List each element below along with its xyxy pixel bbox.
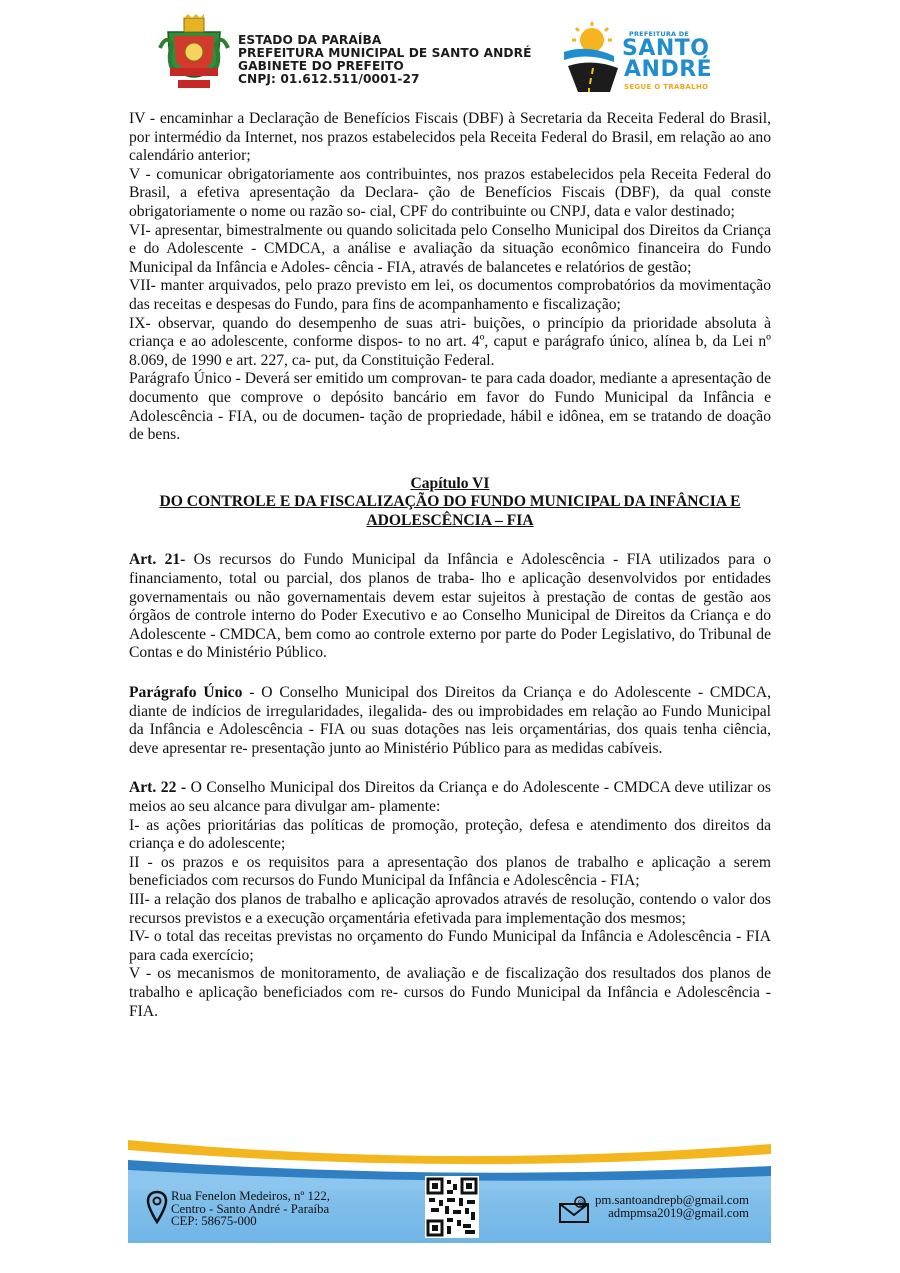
item-i: I- as ações prioritárias das políticas de promoção, proteção, defesa e atendimento dos direitos da criança e do adolescente; [129, 816, 771, 853]
svg-text:@: @ [577, 1199, 585, 1207]
paragraph-ix: IX- observar, quando do desempenho de suas atri- buições, o princípio da prioridade absoluta à criança e ao adolescente, conforme dispos- to no art. 4º, caput e parágrafo único, alínea b, da Lei nº 8.069, de 1990 e art. 227, ca- put, da Constituição Federal. [129, 314, 771, 369]
paragrafo-unico-label: Parágrafo Único [129, 684, 243, 702]
item-ii: II - os prazos e os requisitos para a apresentação dos planos de trabalho e aplicação a serem beneficiados com recursos do Fundo Municipal da Infância e Adolescência - FIA; [129, 853, 771, 890]
article-22-label: Art. 22 - [129, 779, 187, 797]
item-iv: IV- o total das receitas previstas no orçamento do Fundo Municipal da Infância e Adolescência - FIA para cada exercício; [129, 928, 771, 964]
email-address-1[interactable]: pm.santoandrepb@gmail.com [595, 1193, 749, 1207]
logo-city-line2: ANDRÉ [624, 57, 713, 82]
city-logo [558, 22, 718, 97]
address-street: Rua Fenelon Medeiros, nº 122, [171, 1189, 330, 1203]
city-hall-name: PREFEITURA MUNICIPAL DE SANTO ANDRÉ [238, 46, 532, 60]
article-21 [129, 551, 771, 663]
paragrafo-unico [129, 684, 771, 758]
paragraph-vi: VI- apresentar, bimestralmente ou quando solicitada pelo Conselho Municipal dos Direitos da Criança e do Adolescente - CMDCA, a análise e avaliação da situação econômico financeira do Fundo Municipal da Infância e Adoles- cência - FIA, através de balancetes e relatórios de gestão; [129, 221, 771, 276]
article-22-text: O Conselho Municipal dos Direitos da Criança e do Adolescente - CMDCA deve utilizar os meios ao seu alcance para divulgar am- plamente: [129, 779, 772, 815]
state-name: ESTADO DA PARAÍBA [238, 33, 382, 47]
address-block [171, 1190, 330, 1228]
cnpj: CNPJ: 01.612.511/0001-27 [238, 72, 420, 86]
office-name: GABINETE DO PREFEITO [238, 59, 404, 73]
qr-code-icon[interactable] [425, 1176, 479, 1238]
location-pin-icon [146, 1190, 168, 1224]
page-footer [128, 1140, 771, 1243]
paragraph-vii: VII- manter arquivados, pelo prazo previsto em lei, os documentos comprobatórios da movimentação das receitas e despesas do Fundo, para fins de acompanhamento e fiscalização; [129, 277, 771, 313]
logo-slogan: SEGUE O TRABALHO [624, 83, 709, 91]
article-21-label: Art. 21- [129, 551, 186, 569]
coat-of-arms-icon [158, 14, 230, 94]
logo-prefix: PREFEITURA DE [629, 30, 689, 38]
logo-city-line1: SANTO [622, 36, 710, 61]
sun-road-logo-icon [558, 22, 624, 94]
article-21-text: Os recursos do Fundo Municipal da Infância e Adolescência - FIA utilizados para o financiamento, total ou parcial, dos planos de traba- lho e aplicação desenvolvidos por entidades governamentais ou não governamentais devem estar sujeitos à prestação de contas de gestão aos órgãos de controle interno do Poder Executivo e ao Conselho Municipal de Direitos da Criança e do Adolescente - CMDCA, bem como ao controle externo por parte do Poder Legislativo, do Tribunal de Contas e do Ministério Público. [129, 551, 771, 662]
paragraph-single: Parágrafo Único - Deverá ser emitido um comprovan- te para cada doador, mediante a apresentação de documento que comprove o depósito bancário em favor do Fundo Municipal da Infância e Adolescência - FIA, ou de documen- tação de propriedade, hábil e idônea, em se tratando de doação de bens. [129, 370, 771, 444]
paragraph-v: V - comunicar obrigatoriamente aos contribuintes, nos prazos estabelecidos pela Receita Federal do Brasil, a efetiva apresentação da Declara- ção de Benefícios Fiscais (DBF), da qual conste obrigatoriamente o nome ou razão so- cial, CPF do contribuinte ou CNPJ, data e valor destinado; [129, 165, 771, 220]
address-district: Centro - Santo André - Paraíba [171, 1201, 330, 1216]
article-22 [129, 779, 771, 816]
email-address-2[interactable]: admpmsa2019@gmail.com [608, 1205, 749, 1220]
address-zip: CEP: 58675-000 [171, 1214, 257, 1229]
chapter-subtitle-1: DO CONTROLE E DA FISCALIZAÇÃO DO FUNDO MUNICIPAL DA INFÂNCIA E [159, 493, 741, 511]
email-icon [558, 1196, 590, 1224]
item-iii: III- a relação dos planos de trabalho e aplicação aprovados através de resolução, contendo o valor dos recursos previstos e a execução orçamentária efetivada para implementação dos mesmos; [129, 890, 771, 927]
email-block [595, 1194, 749, 1220]
chapter-subtitle-2: ADOLESCÊNCIA – FIA [366, 511, 534, 529]
chapter-title: Capítulo VI [410, 474, 490, 492]
item-v: V - os mecanismos de monitoramento, de avaliação e de fiscalização dos resultados dos planos de trabalho e aplicação beneficiados com re- cursos do Fundo Municipal da Infância e Adolescência - FIA. [129, 965, 771, 1020]
government-heading [238, 34, 532, 86]
paragraph-iv: IV - encaminhar a Declaração de Benefícios Fiscais (DBF) à Secretaria da Receita Federal do Brasil, por intermédio da Internet, nos prazos estabelecidos pela Receita Federal do Brasil, em relação ao ano calendário anterior; [129, 110, 771, 165]
letterhead [0, 0, 900, 110]
paragrafo-unico-text: - O Conselho Municipal dos Direitos da Criança e do Adolescente - CMDCA, diante de indícios de irregularidades, ilegalida- des ou improbidades em relação ao Fundo Municipal da Infância e Adolescência - FIA ou suas dotações nas leis orçamentárias, dos quais tenha ciência, deve apresentar re- presentação junto ao Ministério Público para as medidas cabíveis. [129, 684, 771, 757]
document-body [129, 110, 771, 1021]
